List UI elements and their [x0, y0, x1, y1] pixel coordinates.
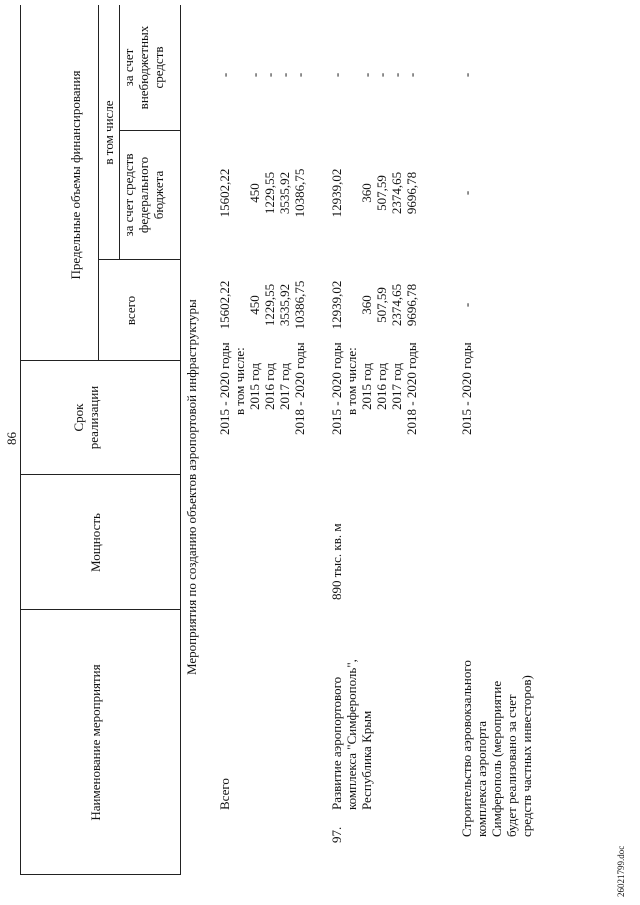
summary-period: 2017 год	[277, 363, 292, 410]
terminal-name-line: будет реализовано за счет	[504, 694, 519, 837]
header-name: Наименование мероприятия	[88, 664, 103, 821]
terminal-name-line: комплекса аэропорта	[474, 720, 489, 837]
row-extrabudget: -	[404, 72, 419, 78]
summary-total: 15602,22	[217, 280, 232, 330]
row-period: 2015 - 2020 годы	[329, 342, 344, 435]
row-period: в том числе:	[344, 347, 359, 415]
summary-extrabudget: -	[262, 72, 277, 78]
row-capacity: 890 тыс. кв. м	[329, 523, 344, 600]
summary-total: 3535,92	[277, 283, 292, 327]
summary-total: 1229,55	[262, 283, 277, 327]
row-name-line: комплекса "Симферополь",	[344, 659, 359, 810]
terminal-name-line: средств частных инвесторов)	[519, 675, 534, 837]
summary-period: 2015 - 2020 годы	[217, 342, 232, 435]
summary-federal: 1229,55	[262, 171, 277, 215]
row-federal: 360	[359, 183, 374, 203]
row-period: 2015 год	[359, 363, 374, 410]
header-capacity: Мощность	[88, 513, 103, 572]
row-total: 360	[359, 295, 374, 315]
header-extrabudget: за счет внебюджетных средств	[121, 25, 166, 110]
summary-federal: 3535,92	[277, 171, 292, 215]
header-funding: Предельные объемы финансирования	[68, 70, 83, 280]
row-total: 507,59	[374, 287, 389, 323]
terminal-name-line: Симферополь (мероприятие	[489, 680, 504, 837]
row-period: 2016 год	[374, 363, 389, 410]
row-total: 9696,78	[404, 283, 419, 327]
row-extrabudget: -	[359, 72, 374, 78]
row-period: 2018 - 2020 годы	[404, 342, 419, 435]
summary-name: Всего	[217, 778, 232, 810]
funding-subheader-line	[98, 5, 99, 361]
row-federal: 2374,65	[389, 171, 404, 215]
section-title: Мероприятия по созданию объектов аэропортовой инфраструктуры	[184, 299, 199, 675]
terminal-total: -	[459, 302, 474, 308]
terminal-name-line: Строительство аэровокзального	[459, 660, 474, 837]
summary-period: в том числе:	[232, 347, 247, 415]
summary-extrabudget: -	[292, 72, 307, 78]
header-incl: в том числе	[101, 100, 116, 165]
summary-federal: 450	[247, 183, 262, 203]
summary-extrabudget: -	[247, 72, 262, 78]
row-period: 2017 год	[389, 363, 404, 410]
summary-extrabudget: -	[277, 72, 292, 78]
page-number: 86	[4, 432, 19, 445]
header-federal: за счет средств федерального бюджета	[121, 153, 166, 237]
row-total: 2374,65	[389, 283, 404, 327]
terminal-period: 2015 - 2020 годы	[459, 342, 474, 435]
header-bottom-border	[180, 5, 181, 875]
table-top-border	[20, 5, 21, 875]
col-divider-5	[119, 130, 180, 131]
summary-period: 2018 - 2020 годы	[292, 342, 307, 435]
footer-file-ref: 26021799.doc	[616, 845, 626, 897]
header-period: Срок реализации	[71, 385, 101, 450]
row-name-line: Развитие аэропортового	[329, 676, 344, 810]
row-federal: 507,59	[374, 175, 389, 211]
summary-extrabudget: -	[217, 72, 232, 78]
summary-federal: 10386,75	[292, 168, 307, 218]
terminal-extrabudget: -	[459, 72, 474, 78]
summary-total: 10386,75	[292, 280, 307, 330]
header-total: всего	[123, 295, 138, 326]
row-extrabudget: -	[329, 72, 344, 78]
row-extrabudget: -	[389, 72, 404, 78]
summary-period: 2015 год	[247, 363, 262, 410]
row-name-line: Республика Крым	[359, 710, 374, 810]
row-number: 97.	[329, 826, 344, 843]
incl-subheader-line	[119, 5, 120, 260]
summary-period: 2016 год	[262, 363, 277, 410]
summary-federal: 15602,22	[217, 168, 232, 218]
row-federal: 9696,78	[404, 171, 419, 215]
row-federal: 12939,02	[329, 168, 344, 218]
row-total: 12939,02	[329, 280, 344, 330]
terminal-federal: -	[459, 190, 474, 196]
col-divider-3	[20, 360, 180, 361]
row-extrabudget: -	[374, 72, 389, 78]
summary-total: 450	[247, 295, 262, 315]
